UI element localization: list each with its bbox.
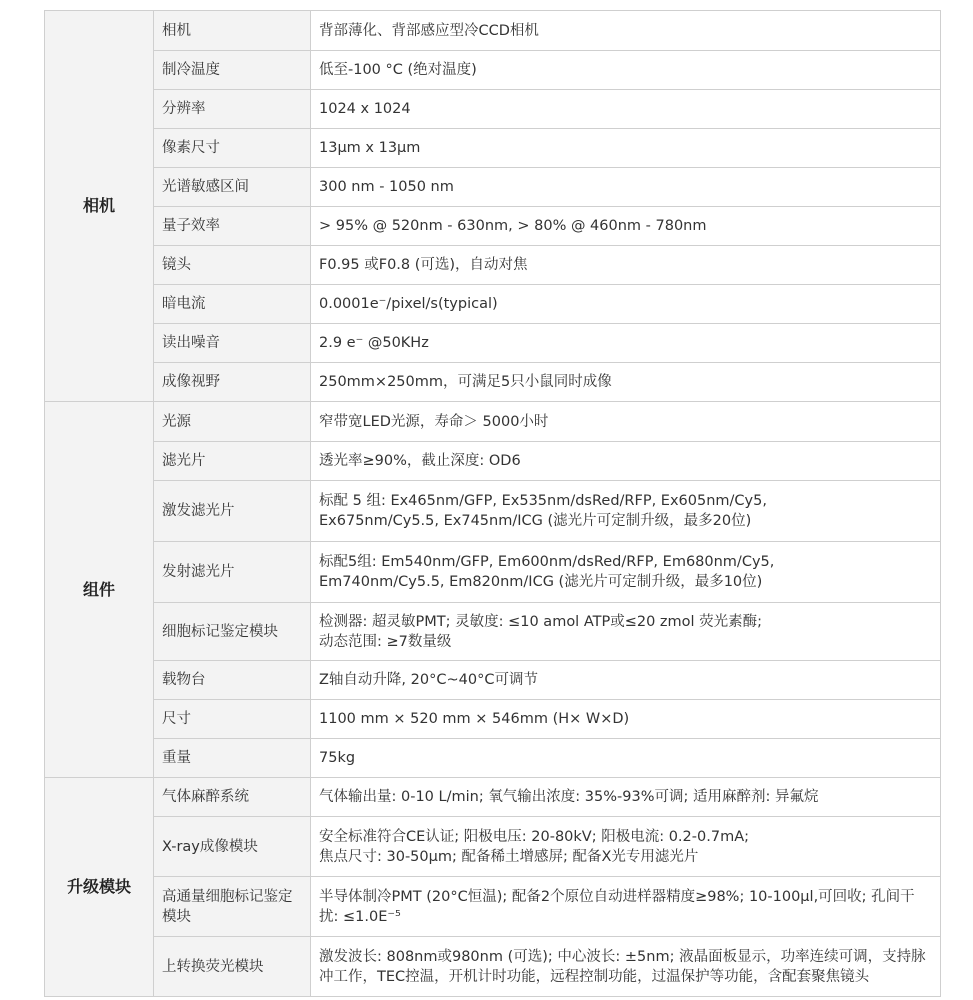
row-value: 75kg xyxy=(311,739,941,778)
row-value: 标配 5 组: Ex465nm/GFP, Ex535nm/dsRed/RFP, Ex605nm/Cy5, Ex675nm/Cy5.5, Ex745nm/ICG (滤光片可定制升级，最多20位) xyxy=(311,481,941,542)
table-row xyxy=(45,542,941,603)
table-row xyxy=(45,778,941,817)
row-name: 重量 xyxy=(154,739,311,778)
row-value: 背部薄化、背部感应型冷CCD相机 xyxy=(311,11,941,51)
row-value: 13μm x 13μm xyxy=(311,129,941,168)
row-value: 0.0001e⁻/pixel/s(typical) xyxy=(311,285,941,324)
table-row xyxy=(45,285,941,324)
row-name: 镜头 xyxy=(154,246,311,285)
row-name: 分辨率 xyxy=(154,90,311,129)
row-value: 安全标准符合CE认证; 阳极电压: 20-80kV; 阳极电流: 0.2-0.7mA; 焦点尺寸: 30-50μm; 配备稀土增感屏; 配备X光专用滤光片 xyxy=(311,817,941,877)
table-row xyxy=(45,700,941,739)
table-row xyxy=(45,877,941,937)
row-name: 尺寸 xyxy=(154,700,311,739)
row-name: 光谱敏感区间 xyxy=(154,168,311,207)
row-value: 气体输出量: 0-10 L/min; 氧气输出浓度: 35%-93%可调; 适用麻醉剂: 异氟烷 xyxy=(311,778,941,817)
table-row xyxy=(45,402,941,442)
row-value: 标配5组: Em540nm/GFP, Em600nm/dsRed/RFP, Em680nm/Cy5, Em740nm/Cy5.5, Em820nm/ICG (滤光片可定制升级，最多10位) xyxy=(311,542,941,603)
category-components: 组件 xyxy=(45,402,154,778)
row-value: Z轴自动升降, 20°C~40°C可调节 xyxy=(311,661,941,700)
row-name: 相机 xyxy=(154,11,311,51)
row-value: 250mm×250mm，可满足5只小鼠同时成像 xyxy=(311,363,941,402)
row-value: 1100 mm × 520 mm × 546mm (H× W×D) xyxy=(311,700,941,739)
table-row xyxy=(45,481,941,542)
row-name: 光源 xyxy=(154,402,311,442)
row-value: 1024 x 1024 xyxy=(311,90,941,129)
spec-table xyxy=(44,10,941,997)
row-name: 载物台 xyxy=(154,661,311,700)
row-value: 检测器: 超灵敏PMT; 灵敏度: ≤10 amol ATP或≤20 zmol 荧光素酶; 动态范围: ≥7数量级 xyxy=(311,603,941,661)
row-name: 暗电流 xyxy=(154,285,311,324)
table-row xyxy=(45,207,941,246)
table-row xyxy=(45,817,941,877)
row-name: 滤光片 xyxy=(154,442,311,481)
row-name: 气体麻醉系统 xyxy=(154,778,311,817)
row-value: 300 nm - 1050 nm xyxy=(311,168,941,207)
table-row xyxy=(45,661,941,700)
row-name: 读出噪音 xyxy=(154,324,311,363)
table-row xyxy=(45,168,941,207)
row-name: 量子效率 xyxy=(154,207,311,246)
table-row xyxy=(45,442,941,481)
row-name: 上转换荧光模块 xyxy=(154,937,311,997)
table-row xyxy=(45,90,941,129)
table-row xyxy=(45,51,941,90)
row-value: 半导体制冷PMT (20°C恒温); 配备2个原位自动进样器精度≥98%; 10-100μl,可回收; 孔间干扰: ≤1.0E⁻⁵ xyxy=(311,877,941,937)
row-value: > 95% @ 520nm - 630nm, > 80% @ 460nm - 780nm xyxy=(311,207,941,246)
row-name: X-ray成像模块 xyxy=(154,817,311,877)
table-row xyxy=(45,129,941,168)
table-row xyxy=(45,603,941,661)
row-name: 激发滤光片 xyxy=(154,481,311,542)
table-row xyxy=(45,246,941,285)
category-camera: 相机 xyxy=(45,11,154,402)
row-name: 细胞标记鉴定模块 xyxy=(154,603,311,661)
table-row xyxy=(45,324,941,363)
row-name: 像素尺寸 xyxy=(154,129,311,168)
row-name: 成像视野 xyxy=(154,363,311,402)
row-name: 高通量细胞标记鉴定模块 xyxy=(154,877,311,937)
row-name: 发射滤光片 xyxy=(154,542,311,603)
category-upgrade-modules: 升级模块 xyxy=(45,778,154,997)
row-value: 低至-100 °C (绝对温度) xyxy=(311,51,941,90)
row-value: 激发波长: 808nm或980nm (可选); 中心波长: ±5nm; 液晶面板显示，功率连续可调，支持脉冲工作，TEC控温，开机计时功能，远程控制功能，过温保护等功能，含配套聚焦镜头 xyxy=(311,937,941,997)
table-row xyxy=(45,937,941,997)
row-value: F0.95 或F0.8 (可选)，自动对焦 xyxy=(311,246,941,285)
table-row xyxy=(45,363,941,402)
table-row xyxy=(45,11,941,51)
row-value: 2.9 e⁻ @50KHz xyxy=(311,324,941,363)
row-value: 窄带宽LED光源，寿命＞ 5000小时 xyxy=(311,402,941,442)
row-name: 制冷温度 xyxy=(154,51,311,90)
row-value: 透光率≥90%，截止深度: OD6 xyxy=(311,442,941,481)
table-row xyxy=(45,739,941,778)
